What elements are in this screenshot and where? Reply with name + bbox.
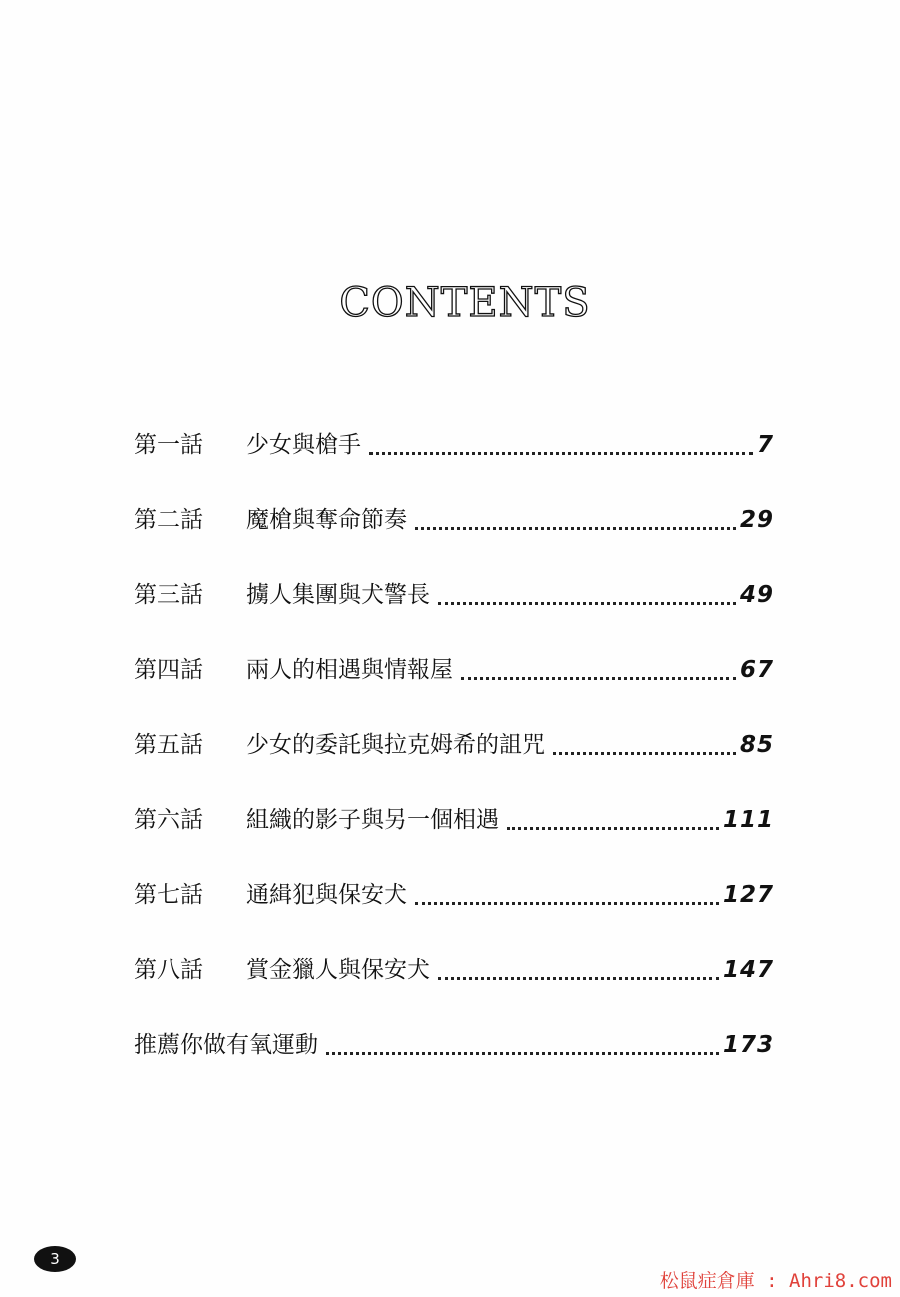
toc-entry[interactable]	[134, 465, 774, 540]
chapter-number: 第一話	[134, 432, 203, 458]
watermark-text: 松鼠症倉庫 : Ahri8.com	[659, 1270, 892, 1292]
extra-title: 推薦你做有氧運動	[134, 1032, 318, 1058]
toc-entry[interactable]	[134, 615, 774, 690]
chapter-page-number: 85	[739, 732, 774, 758]
chapter-number: 第四話	[134, 657, 203, 683]
chapter-page-number: 29	[739, 507, 774, 533]
dot-leader	[415, 526, 736, 530]
chapter-number: 第八話	[134, 957, 203, 983]
chapter-page-number: 147	[722, 957, 774, 983]
chapter-title: 魔槍與奪命節奏	[246, 507, 407, 533]
chapter-number: 第七話	[134, 882, 203, 908]
chapter-number: 第三話	[134, 582, 203, 608]
dot-leader	[438, 601, 736, 605]
chapter-number: 第六話	[134, 807, 203, 833]
chapter-number: 第五話	[134, 732, 203, 758]
toc-entry[interactable]	[134, 690, 774, 765]
chapter-page-number: 127	[722, 882, 774, 908]
chapter-title: 擄人集團與犬警長	[246, 582, 430, 608]
page-title: CONTENTS	[339, 280, 591, 326]
chapter-title: 兩人的相遇與情報屋	[246, 657, 453, 683]
toc-entry[interactable]	[134, 540, 774, 615]
dot-leader	[369, 451, 753, 455]
chapter-title: 賞金獵人與保安犬	[246, 957, 430, 983]
table-of-contents	[134, 390, 774, 1065]
chapter-page-number: 49	[739, 582, 774, 608]
chapter-title: 少女與槍手	[246, 432, 361, 458]
chapter-page-number: 67	[739, 657, 774, 683]
toc-entry[interactable]	[134, 915, 774, 990]
page-number-badge: 3	[34, 1246, 76, 1272]
chapter-page-number: 7	[756, 432, 774, 458]
chapter-title: 組織的影子與另一個相遇	[246, 807, 499, 833]
toc-entry[interactable]	[134, 765, 774, 840]
chapter-title: 少女的委託與拉克姆希的詛咒	[246, 732, 545, 758]
extra-page-number: 173	[722, 1032, 774, 1058]
dot-leader	[326, 1051, 719, 1055]
chapter-number: 第二話	[134, 507, 203, 533]
toc-entry[interactable]	[134, 390, 774, 465]
chapter-title: 通緝犯與保安犬	[246, 882, 407, 908]
dot-leader	[415, 901, 719, 905]
toc-entry-extra[interactable]	[134, 990, 774, 1065]
toc-entry[interactable]	[134, 840, 774, 915]
dot-leader	[507, 826, 719, 830]
dot-leader	[553, 751, 736, 755]
chapter-page-number: 111	[722, 807, 774, 833]
dot-leader	[438, 976, 719, 980]
dot-leader	[461, 676, 736, 680]
